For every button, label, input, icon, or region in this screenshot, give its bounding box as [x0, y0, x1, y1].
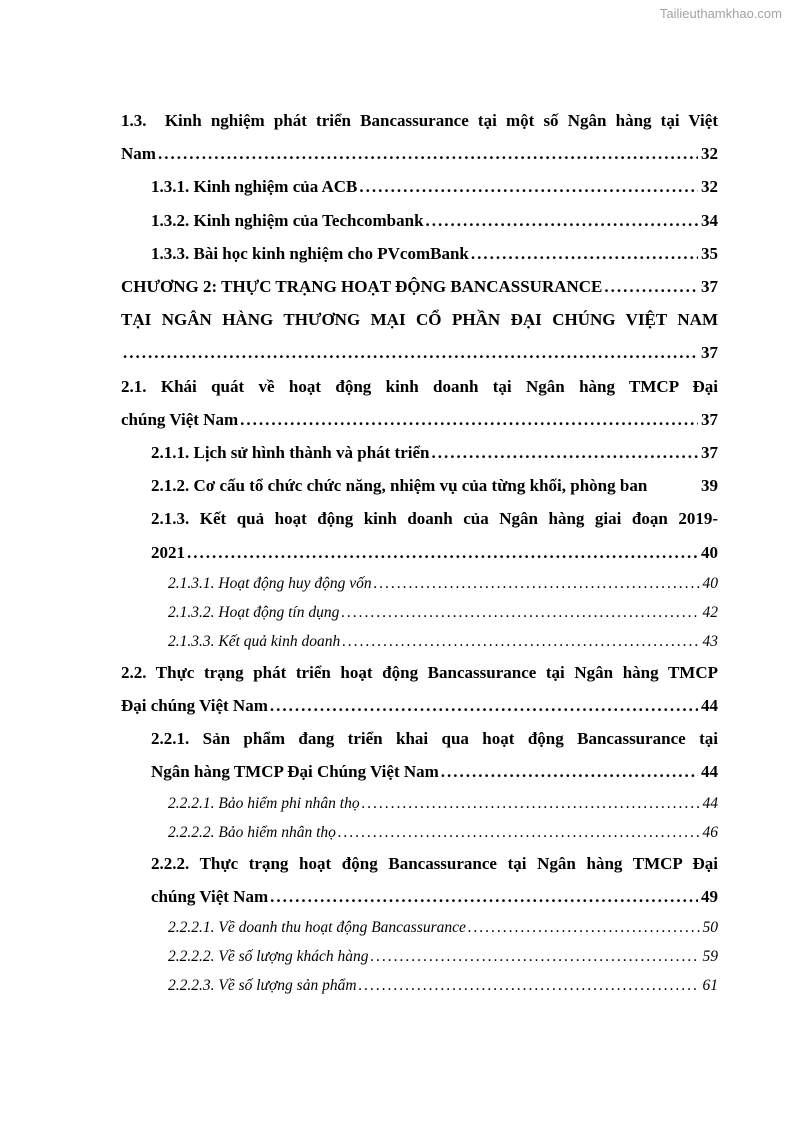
toc-dot-leader [341, 598, 699, 627]
toc-dot-leader [604, 270, 698, 303]
toc-dot-leader [187, 536, 698, 569]
toc-entry-2-2-2-2a[interactable] [168, 818, 718, 847]
watermark-link[interactable]: Tailieuthamkhao.com [659, 6, 782, 21]
toc-dot-leader [362, 789, 700, 818]
toc-entry-last-line [151, 536, 718, 569]
toc-page-number: 61 [702, 977, 718, 995]
toc-entry-last-line [121, 689, 718, 722]
toc-entry-text: TẠI NGÂN HÀNG THƯƠNG MẠI CỔ PHẦN ĐẠI CHÚNG VIỆT NAM [121, 310, 718, 330]
toc-entry-text: 2.1.2. Cơ cấu tổ chức chức năng, nhiệm vụ của từng khối, phòng ban [151, 476, 648, 496]
toc-entry-last-line [168, 971, 718, 1000]
toc-page-number: 37 [701, 443, 718, 463]
toc-page-number: 44 [701, 696, 718, 716]
toc-page-number: 37 [701, 277, 718, 297]
toc-entry-2-2[interactable] [121, 656, 718, 722]
toc-entry-2-1-3-1[interactable] [168, 569, 718, 598]
toc-dot-leader [270, 880, 698, 913]
toc-page-number: 34 [701, 210, 718, 230]
toc-entry-2-1-3-3[interactable] [168, 627, 718, 656]
toc-dot-leader [123, 336, 698, 369]
toc-entry-last-line [151, 204, 718, 237]
toc-entry-text: CHƯƠNG 2: THỰC TRẠNG HOẠT ĐỘNG BANCASSURANCE [121, 277, 603, 297]
toc-dot-leader [240, 403, 698, 436]
toc-entry-last-line [168, 818, 718, 847]
toc-page-number: 42 [702, 603, 718, 621]
toc-entry-2-2-2[interactable] [151, 847, 718, 913]
toc-entry-last-line [168, 598, 718, 627]
toc-entry-2-2-2-2b[interactable] [168, 942, 718, 971]
toc-entry-2-2-2-3[interactable] [168, 971, 718, 1000]
toc-dot-leader [471, 237, 698, 270]
table-of-contents [121, 104, 718, 1000]
toc-entry-2-2-1[interactable] [151, 722, 718, 788]
toc-entry-last-line [121, 270, 718, 303]
toc-entry-1-3-3[interactable] [151, 237, 718, 270]
toc-entry-text: 1.3.1. Kinh nghiệm của ACB [151, 177, 358, 197]
toc-entry-last-line [168, 569, 718, 598]
toc-entry-last-line [168, 942, 718, 971]
toc-entry-text: Ngân hàng TMCP Đại Chúng Việt Nam [151, 762, 439, 782]
toc-entry-2-1-3-2[interactable] [168, 598, 718, 627]
toc-entry-text: 2.2.2.1. Về doanh thu hoạt động Bancassurance [168, 919, 466, 937]
toc-dot-leader [432, 436, 699, 469]
toc-dot-leader [338, 818, 700, 847]
toc-dot-leader [468, 913, 700, 942]
toc-entry-last-line [151, 469, 718, 502]
toc-dot-leader [441, 755, 698, 788]
toc-page-number: 44 [702, 794, 718, 812]
toc-entry-1-3-1[interactable] [151, 170, 718, 203]
toc-entry-last-line [168, 913, 718, 942]
toc-entry-text: 2.2.2.1. Bảo hiểm phi nhân thọ [168, 794, 360, 812]
toc-page-number: 32 [701, 177, 718, 197]
toc-page-number: 40 [702, 574, 718, 592]
toc-entry-text: 2.1.3. Kết quả hoạt động kinh doanh của Ngân hàng giai đoạn 2019- [151, 509, 718, 529]
toc-entry-text: chúng Việt Nam [151, 886, 269, 906]
toc-entry-text: 1.3.3. Bài học kinh nghiệm cho PVcomBank [151, 243, 469, 263]
toc-entry-last-line [168, 627, 718, 656]
toc-entry-last-line [151, 880, 718, 913]
toc-entry-last-line [121, 403, 718, 436]
toc-page-number: 37 [701, 343, 718, 363]
toc-entry-2-1-3[interactable] [151, 502, 718, 568]
toc-entry-2-2-2-1a[interactable] [168, 789, 718, 818]
toc-page-number: 59 [702, 948, 718, 966]
toc-entry-text: 2.1.3.1. Hoạt động huy động vốn [168, 574, 372, 592]
toc-dot-leader [359, 170, 698, 203]
toc-page-number: 39 [701, 476, 718, 496]
toc-entry-text: 2.2. Thực trạng phát triển hoạt động Bancassurance tại Ngân hàng TMCP [121, 662, 718, 682]
toc-page-number: 35 [701, 243, 718, 263]
toc-entry-last-line [151, 755, 718, 788]
toc-page-number: 44 [701, 762, 718, 782]
toc-entry-text: 2.2.2.2. Về số lượng khách hàng [168, 948, 369, 966]
toc-entry-chuong-2b[interactable] [121, 303, 718, 369]
toc-entry-text: 1.3. Kinh nghiệm phát triển Bancassurance tại một số Ngân hàng tại Việt [121, 111, 718, 130]
toc-entry-text: 2.1.1. Lịch sử hình thành và phát triển [151, 443, 430, 463]
toc-page-number: 37 [701, 409, 718, 429]
toc-entry-text: 2.2.2. Thực trạng hoạt động Bancassurance tại Ngân hàng TMCP Đại [151, 853, 718, 873]
toc-entry-text: 2.2.2.2. Bảo hiểm nhân thọ [168, 823, 336, 841]
toc-entry-2-2-2-1b[interactable] [168, 913, 718, 942]
toc-entry-1-3[interactable] [121, 104, 718, 170]
toc-dot-leader [359, 971, 700, 1000]
toc-page-number: 43 [702, 632, 718, 650]
toc-entry-chuong-2[interactable] [121, 270, 718, 303]
toc-entry-last-line [151, 170, 718, 203]
toc-entry-last-line [121, 137, 718, 170]
toc-entry-text: 2.1. Khái quát về hoạt động kinh doanh tại Ngân hàng TMCP Đại [121, 376, 718, 396]
toc-dot-leader [342, 627, 699, 656]
toc-entry-2-1-2[interactable] [151, 469, 718, 502]
toc-entry-text: 2.1.3.2. Hoạt động tín dụng [168, 603, 340, 621]
toc-page-number: 32 [701, 144, 718, 164]
toc-dot-leader [426, 204, 698, 237]
toc-entry-text: Nam [121, 144, 156, 164]
toc-entry-text: 2021 [151, 542, 185, 562]
toc-entry-last-line [168, 789, 718, 818]
toc-entry-last-line [151, 436, 718, 469]
toc-page-number: 49 [701, 886, 718, 906]
toc-entry-text: Đại chúng Việt Nam [121, 696, 268, 716]
toc-dot-leader [371, 942, 700, 971]
toc-dot-leader [158, 137, 698, 170]
toc-entry-last-line [151, 237, 718, 270]
toc-dot-leader [374, 569, 700, 598]
toc-entry-text: 2.1.3.3. Kết quả kinh doanh [168, 632, 341, 650]
toc-entry-2-1[interactable] [121, 370, 718, 436]
toc-page-number: 46 [702, 823, 718, 841]
toc-entry-text: 1.3.2. Kinh nghiệm của Techcombank [151, 210, 424, 230]
toc-entry-1-3-2[interactable] [151, 204, 718, 237]
toc-entry-text: 2.2.2.3. Về số lượng sản phẩm [168, 977, 357, 995]
toc-entry-text: 2.2.1. Sản phẩm đang triển khai qua hoạt động Bancassurance tại [151, 729, 718, 749]
toc-entry-2-1-1[interactable] [151, 436, 718, 469]
toc-entry-text: chúng Việt Nam [121, 409, 239, 429]
toc-entry-last-line [121, 336, 718, 369]
toc-dot-leader [270, 689, 698, 722]
toc-page-number: 40 [701, 542, 718, 562]
toc-page-number: 50 [702, 919, 718, 937]
